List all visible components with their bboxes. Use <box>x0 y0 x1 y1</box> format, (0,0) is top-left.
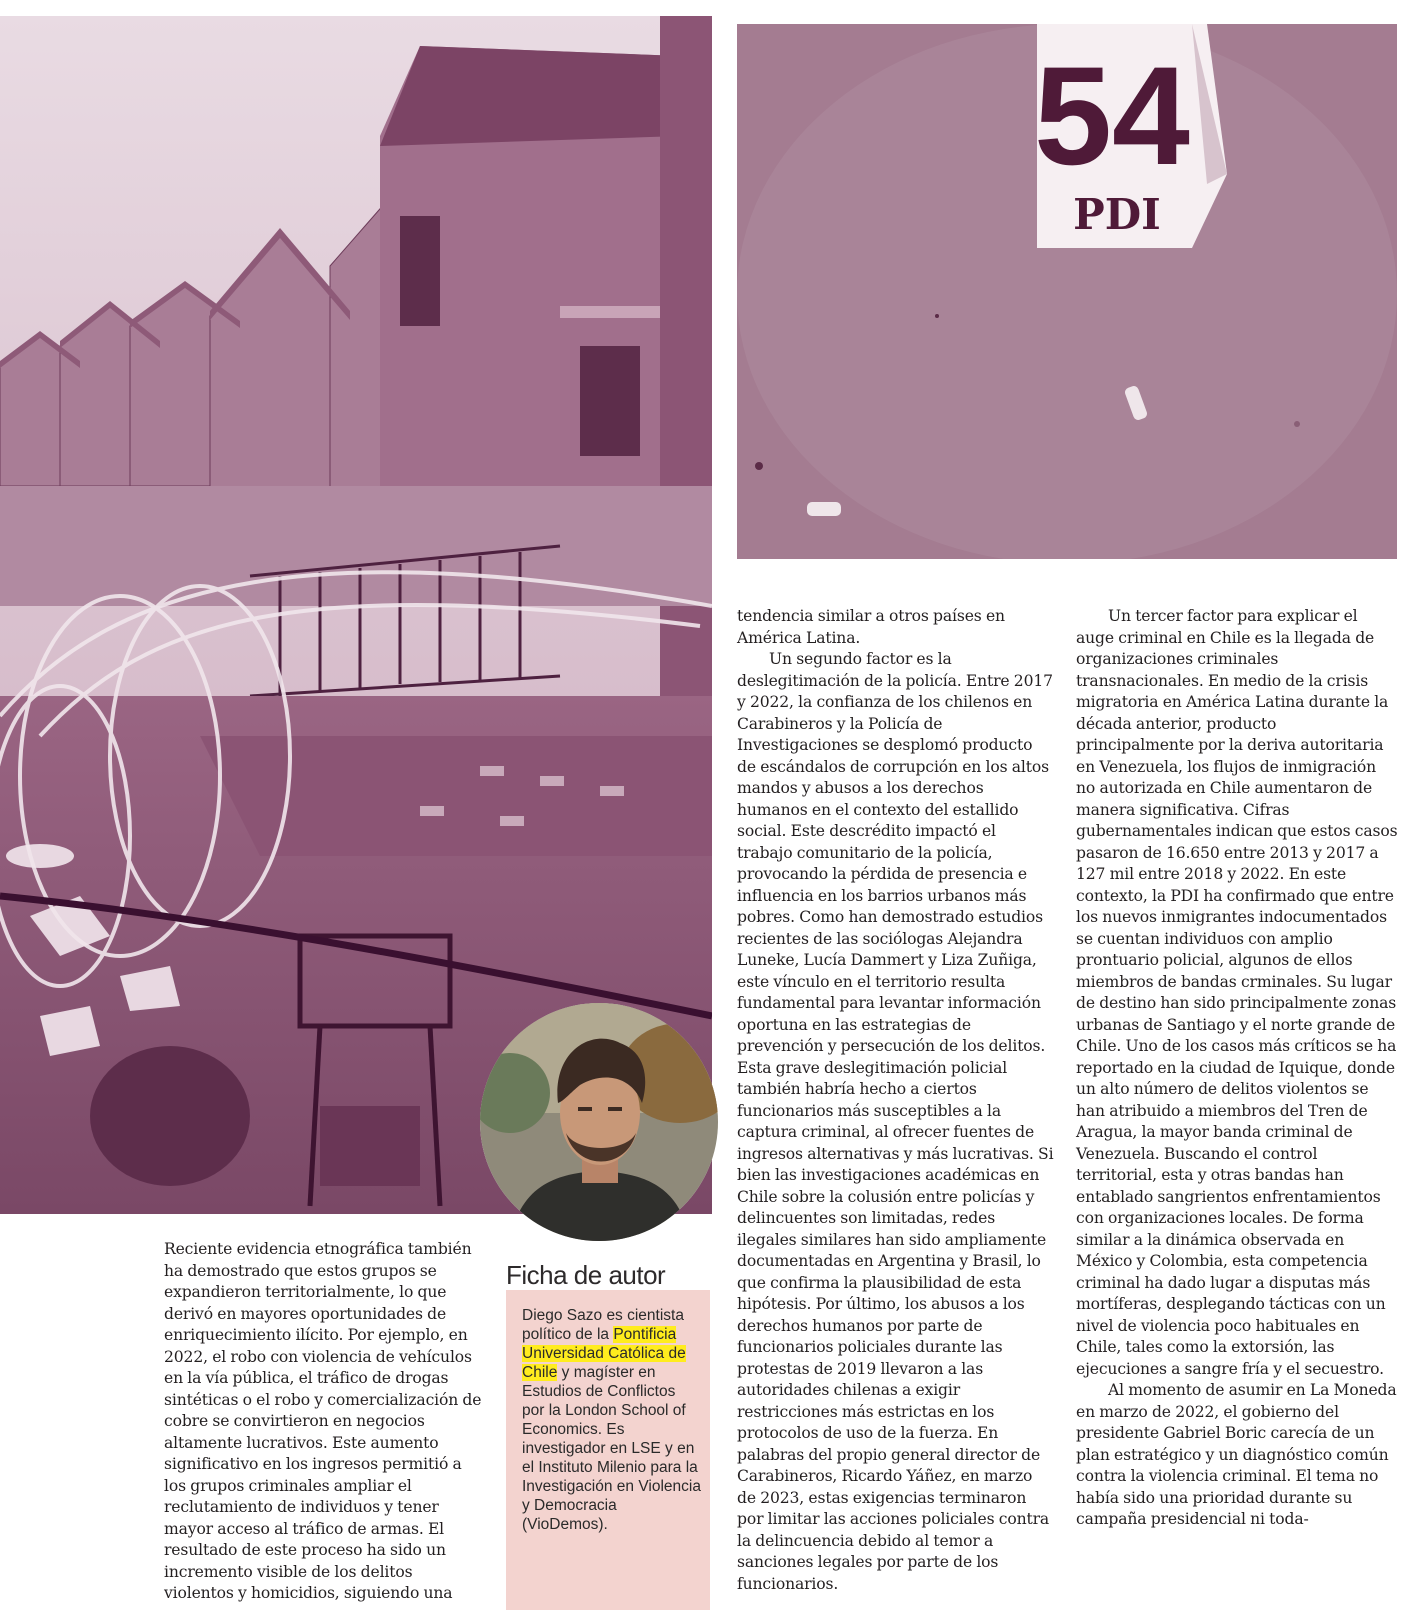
article-column-3 <box>1076 606 1398 1531</box>
author-bio <box>522 1306 702 1534</box>
evidence-marker-photo <box>737 24 1397 559</box>
article-paragraph: Reciente evidencia etnográfica también ha demostrado que estos grupos se expandieron territorialmente, lo que derivó en mayores oportunidades de enriquecimiento ilícito. Por ejemplo, en 2022, el robo con violencia de vehículos en la vía pública, el tráfico de drogas sintéticas o el robo y comercialización de cobre se convirtieron en negocios altamente lucrativos. Este aumento significativo en los ingresos permitió a los grupos criminales ampliar el reclutamiento de individuos y tener mayor acceso al tráfico de armas. El resultado de este proceso ha sido un incremento visible de los delitos violentos y homicidios, siguiendo una <box>164 1240 482 1602</box>
article-paragraph: tendencia similar a otros países en América Latina. <box>737 607 1005 647</box>
article-column-2 <box>737 606 1055 1595</box>
author-card <box>506 1290 710 1610</box>
article-paragraph: Un tercer factor para explicar el auge criminal en Chile es la llegada de organizaciones criminales transnacionales. En medio de la crisis migratoria en América Latina durante la década anterior, producto principalmente por la deriva autoritaria en Venezuela, los flujos de inmigración no autorizada en Chile aumentaron de manera significativa. Cifras gubernamentales indican que estos casos pasaron de 16.650 entre 2013 y 2017 a 127 mil entre 2018 y 2022. En este contexto, la PDI ha confirmado que entre los nuevos inmigrantes indocumentados se cuentan individuos con amplio prontuario policial, algunos de ellos miembros de bandas crminales. Su lugar de destino han sido principalmente zonas urbanas de Santiago y el norte grande de Chile. Uno de los casos más críticos se ha reportado en la ciudad de Iquique, donde un alto número de delitos violentos se han atribuido a miembros del Tren de Aragua, la mayor banda criminal de Venezuela. Buscando el control territorial, esta y otras bandas han entablado sangrientos enfrentamientos con organizaciones locales. De forma similar a la dinámica observada en México y Colombia, esta competencia criminal ha dado lugar a disputas más mortíferas, desplegando tácticas con un nivel de violencia poco habituales en Chile, tales como la extorsión, las ejecuciones a sangre fría y el secuestro. <box>1076 607 1398 1378</box>
evidence-marker-icon <box>737 24 1397 559</box>
author-portrait-icon <box>480 1003 718 1241</box>
author-card-title: Ficha de autor <box>506 1260 666 1290</box>
author-bio-text: Diego Sazo es cientista político de la <box>522 1307 684 1343</box>
article-paragraph: Un segundo factor es la deslegitimación de la policía. Entre 2017 y 2022, la confianza de los chilenos en Carabineros y la Policía de Investigaciones se desplomó producto de escándalos de corrupción en los altos mandos y abusos a los derechos humanos en el contexto del estallido social. Este descrédito impactó el trabajo comunitario de la policía, provocando la pérdida de presencia e influencia en los barrios urbanos más pobres. Como han demostrado estudios recientes de las sociólogas Alejandra Luneke, Lucía Dammert y Liza Zuñiga, este vínculo en el territorio resulta fundamental para levantar información oportuna en las estrategias de prevención y persecución de los delitos. Esta grave deslegitimación policial también habría hecho a ciertos funcionarios más susceptibles a la captura criminal, al ofrecer fuentes de ingresos alternativas y más lucrativas. Si bien las investigaciones académicas en Chile sobre la colusión entre policías y delincuentes son limitadas, redes ilegales similares han sido ampliamente documentadas en Argentina y Brasil, lo que confirma la plausibilidad de esta hipótesis. Por último, los abusos a los derechos humanos por parte de funcionarios policiales durante las protestas de 2019 llevaron a las autoridades chilenas a exigir restricciones más estrictas en los protocolos de uso de la fuerza. En palabras del propio general director de Carabineros, Ricardo Yáñez, en marzo de 2023, estas exigencias terminaron por limitar las acciones policiales contra la delincuencia debido al temor a sanciones legales por parte de los funcionarios. <box>737 650 1054 1593</box>
article-paragraph: Al momento de asumir en La Moneda en marzo de 2022, el gobierno del presidente Gabriel Boric carecía de un plan estratégico y un diagnóstico común contra la violencia criminal. El tema no había sido una prioridad durante su campaña presidencial ni toda- <box>1076 1381 1397 1528</box>
marker-number: 54 <box>1034 37 1190 194</box>
author-bio-highlight: Pontificia Universidad Católica de Chile <box>522 1326 686 1381</box>
marker-agency: PDI <box>1073 190 1161 239</box>
article-column-1 <box>164 1239 482 1605</box>
author-bio-text-end: y magíster en Estudios de Conflictos por la London School of Economics. Es investigador en LSE y en el Instituto Milenio para la Investigación en Violencia y Democracia (VioDemos). <box>522 1364 701 1533</box>
author-portrait <box>480 1003 718 1241</box>
